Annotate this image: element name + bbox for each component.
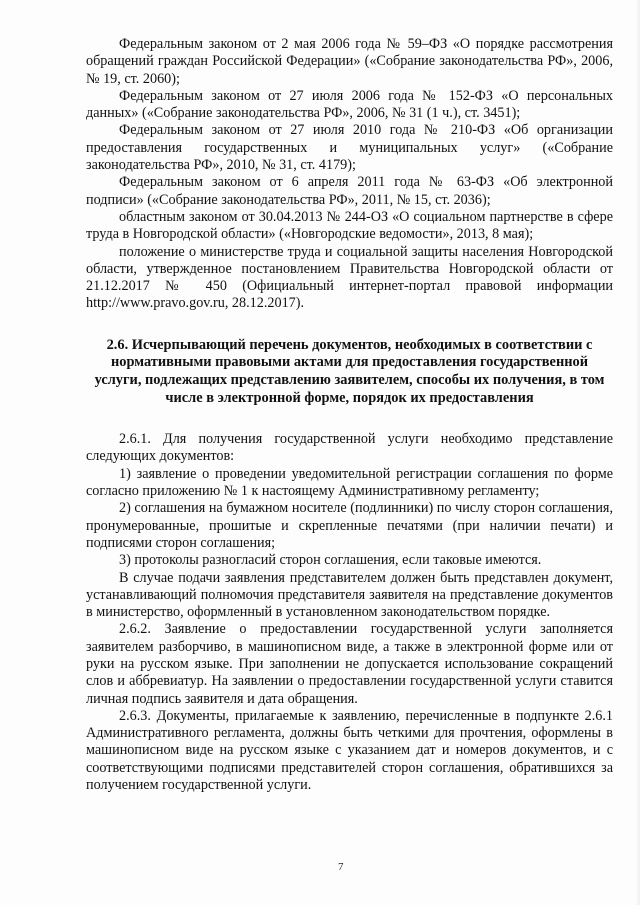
paragraph: Федеральным законом от 2 мая 2006 года № 59–ФЗ «О порядке рассмотрения обращений граждан Российской Федерации» («Собрание законодательства РФ», 2006, № 19, ст. 2060); bbox=[86, 36, 613, 87]
list-item: 1) заявление о проведении уведомительной регистрации соглашения по форме согласно приложению № 1 к настоящему Административному регламенту; bbox=[86, 465, 613, 500]
section-heading: 2.6. Исчерпывающий перечень документов, необходимых в соответствии с нормативными правовыми актами для предоставления государственной услуги, подлежащих представлению заявителем, способы их получения, в том числе в электронной форме, порядок их предоставления bbox=[94, 336, 605, 406]
body-text bbox=[86, 36, 613, 794]
list-item: 2) соглашения на бумажном носителе (подлинники) по числу сторон соглашения, пронумерованные, прошитые и скрепленные печатями (при наличии печати) и подписями сторон соглашения; bbox=[86, 500, 613, 551]
paragraph: 2.6.3. Документы, прилагаемые к заявлению, перечисленные в подпункте 2.6.1 Административного регламента, должны быть четкими для прочтения, оформлены в машинописном виде на русском языке с указанием дат и номеров документов, и с соответствующими подписями представителей сторон соглашения, обратившихся за получением государственной услуги. bbox=[86, 707, 613, 794]
paragraph: В случае подачи заявления представителем должен быть представлен документ, устанавливающий полномочия представителя заявителя на представление документов в министерство, оформленный в установленном законодательством порядке. bbox=[86, 569, 613, 621]
paragraph: областным законом от 30.04.2013 № 244-ОЗ «О социальном партнерстве в сфере труда в Новгородской области» («Новгородские ведомости», 2013, 8 мая); bbox=[86, 208, 613, 243]
page-number: 7 bbox=[338, 861, 344, 873]
paragraph: 2.6.1. Для получения государственной услуги необходимо представление следующих документов: bbox=[86, 431, 613, 465]
paragraph: Федеральным законом от 27 июля 2006 года № 152-ФЗ «О персональных данных» («Собрание законодательства РФ», 2006, № 31 (1 ч.), ст. 3451); bbox=[86, 87, 613, 122]
list-item: 3) протоколы разногласий сторон соглашения, если таковые имеются. bbox=[119, 552, 542, 569]
paragraph: положение о министерстве труда и социальной защиты населения Новгородской области, утвержденное постановлением Правительства Новгородской области от 21.12.2017 № 450 (Официальный интернет-портал правовой информации http://www.pravo.gov.ru, 28.12.2017). bbox=[86, 243, 613, 312]
scan-edge bbox=[634, 0, 640, 905]
paragraph: Федеральным законом от 6 апреля 2011 года № 63-ФЗ «Об электронной подписи» («Собрание законодательства РФ», 2011, № 15, ст. 2036); bbox=[86, 174, 613, 208]
paragraph: Федеральным законом от 27 июля 2010 года № 210-ФЗ «Об организации предоставления государственных и муниципальных услуг» («Собрание законодательства РФ», 2010, № 31, ст. 4179); bbox=[86, 122, 613, 174]
paragraph: 2.6.2. Заявление о предоставлении государственной услуги заполняется заявителем разборчиво, в машинописном виде, а также в электронной форме или от руки на русском языке. При заполнении не допускается использование сокращений слов и аббревиатур. На заявлении о предоставлении государственной услуги ставится личная подпись заявителя и дата обращения. bbox=[86, 621, 613, 707]
